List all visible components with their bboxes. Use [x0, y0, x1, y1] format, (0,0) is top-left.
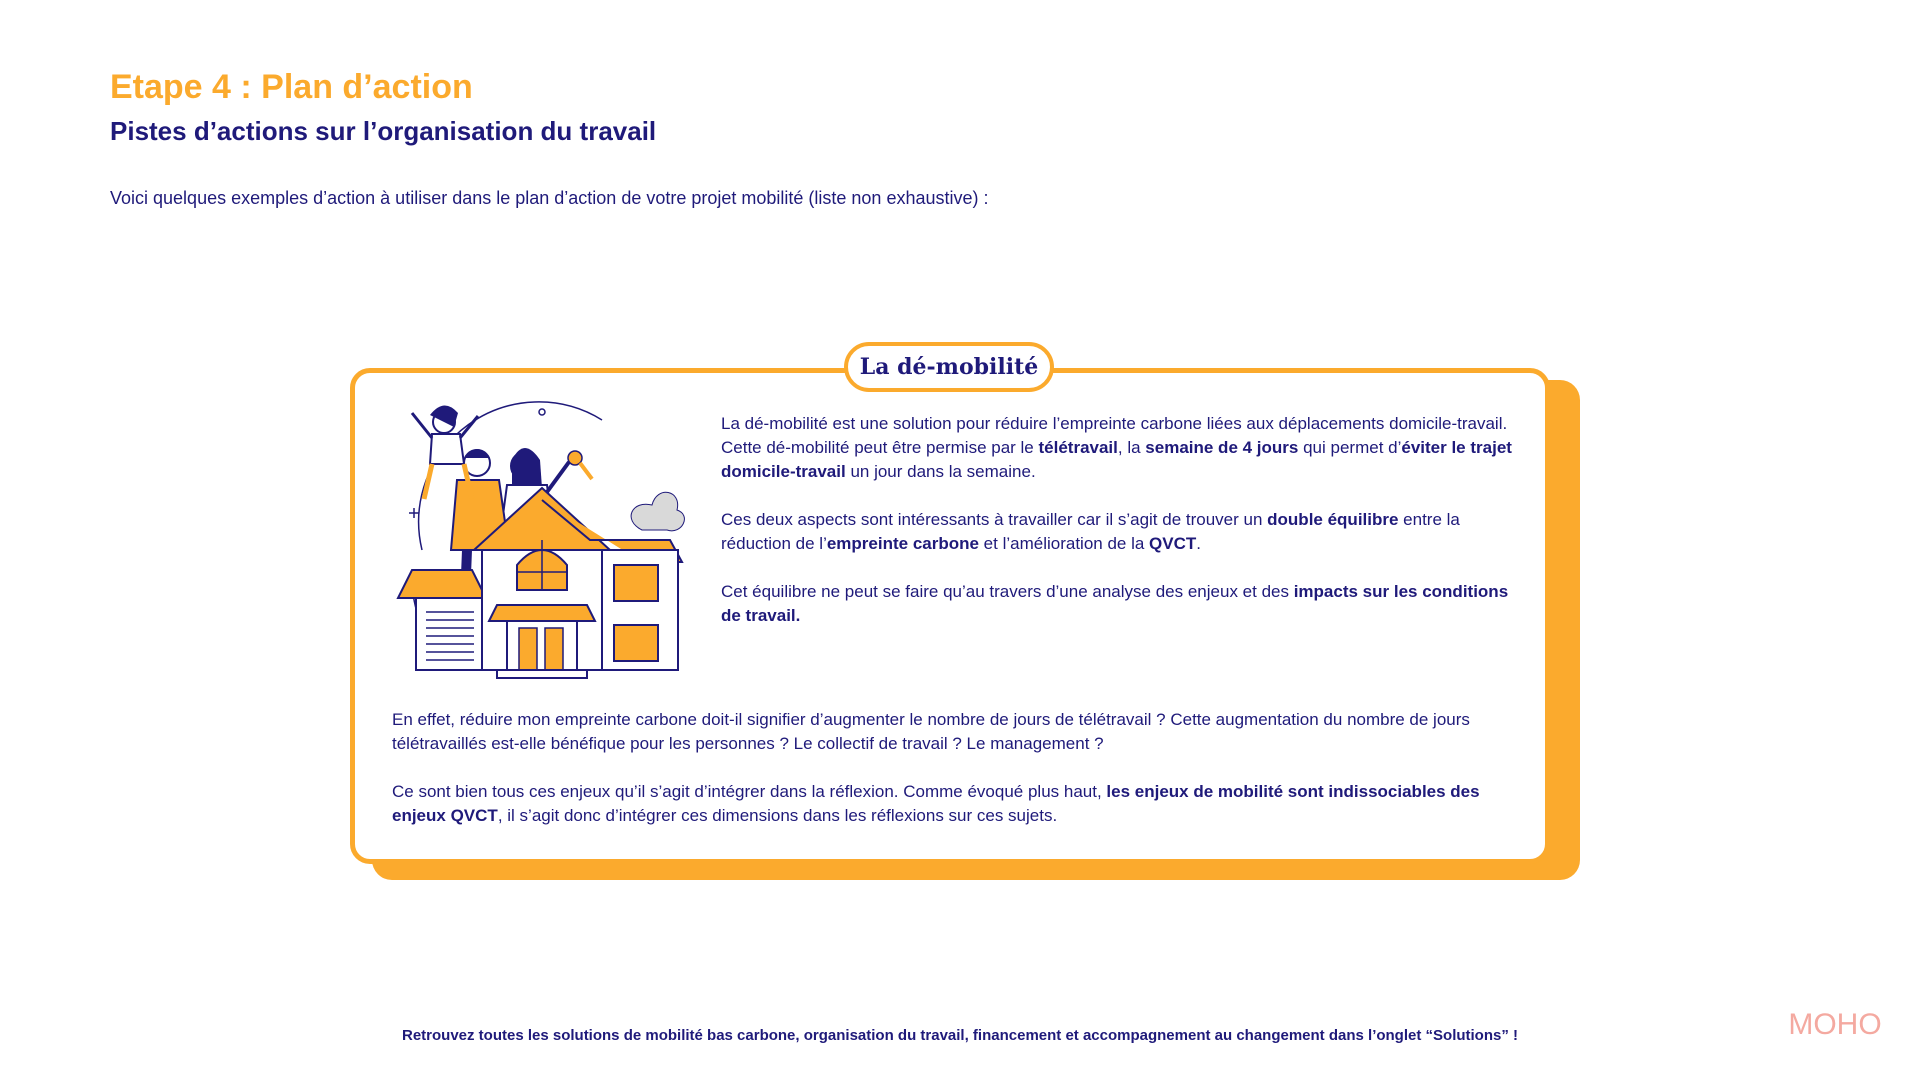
card-bottom-text	[392, 708, 1532, 852]
paragraph-equilibre: Ces deux aspects sont intéressants à travailler car il s’agit de trouver un double équilibre entre la réduction de l’empreinte carbone et l’amélioration de la QVCT.	[721, 510, 1460, 553]
paragraph-enjeux: Ce sont bien tous ces enjeux qu’il s’agit d’intégrer dans la réflexion. Comme évoqué plus haut, les enjeux de mobilité sont indissociables des enjeux QVCT, il s’agit donc d’intégrer ces dimensions dans les réflexions sur ces sujets.	[392, 782, 1480, 825]
paragraph-questions: En effet, réduire mon empreinte carbone doit-il signifier d’augmenter le nombre de jours de télétravail ? Cette augmentation du nombre de jours télétravaillés est-elle bénéfique pour les personnes ? Le collectif de travail ? Le management ?	[392, 710, 1470, 753]
intro-text: Voici quelques exemples d’action à utiliser dans le plan d’action de votre projet mobilité (liste non exhaustive) :	[110, 188, 989, 208]
page-subtitle: Pistes d’actions sur l’organisation du travail	[110, 116, 657, 146]
card-right-text	[721, 412, 1521, 652]
page-title: Etape 4 : Plan d’action	[110, 68, 473, 106]
family-house-illustration-icon	[392, 400, 684, 680]
card-badge: La dé-mobilité	[844, 342, 1054, 392]
moho-logo-icon	[1788, 978, 1882, 1042]
footer-text: Retrouvez toutes les solutions de mobilité bas carbone, organisation du travail, financement et accompagnement au changement dans l’onglet “Solutions” !	[401, 1027, 1519, 1044]
paragraph-demobilite: La dé-mobilité est une solution pour réduire l’empreinte carbone liées aux déplacements domicile-travail. Cette dé-mobilité peut être permise par le télétravail, la semaine de 4 jours qui permet d’éviter le trajet domicile-travail un jour dans la semaine.	[721, 414, 1512, 481]
paragraph-analyse: Cet équilibre ne peut se faire qu’au travers d’une analyse des enjeux et des impacts sur les conditions de travail.	[721, 582, 1509, 625]
moho-logo-text: MOHO	[1788, 1008, 1882, 1041]
